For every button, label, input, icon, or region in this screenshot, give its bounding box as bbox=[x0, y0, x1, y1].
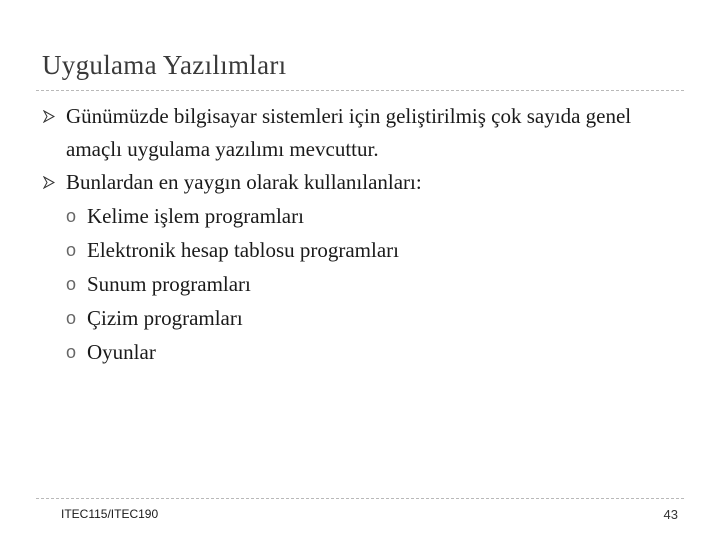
sub-bullet-item bbox=[42, 335, 682, 369]
sub-bullet-text: Çizim programları bbox=[87, 306, 243, 330]
bullet-item bbox=[42, 100, 682, 166]
title-divider bbox=[36, 90, 684, 91]
arrow-bullet-icon bbox=[43, 176, 55, 189]
sub-bullet-item bbox=[42, 199, 682, 233]
circle-bullet-icon: o bbox=[66, 240, 77, 260]
bullet-text: Bunlardan en yaygın olarak kullanılanları: bbox=[66, 170, 422, 194]
circle-bullet-icon: o bbox=[66, 308, 77, 328]
circle-bullet-icon: o bbox=[66, 342, 77, 362]
sub-bullet-item bbox=[42, 267, 682, 301]
footer-course-label: ITEC115/ITEC190 bbox=[61, 507, 159, 521]
sub-bullet-text: Sunum programları bbox=[87, 272, 251, 296]
bullet-item bbox=[42, 166, 682, 199]
footer-divider bbox=[36, 498, 684, 499]
sub-bullet-text: Elektronik hesap tablosu programları bbox=[87, 238, 399, 262]
bullet-text: Günümüzde bilgisayar sistemleri için geliştirilmiş çok sayıda genel amaçlı uygulama yazılımı mevcuttur. bbox=[66, 104, 632, 161]
page-number: 43 bbox=[663, 507, 678, 522]
circle-bullet-icon: o bbox=[66, 206, 77, 226]
sub-bullet-item bbox=[42, 233, 682, 267]
arrow-bullet-icon bbox=[43, 110, 55, 123]
sub-bullet-item bbox=[42, 301, 682, 335]
circle-bullet-icon: o bbox=[66, 274, 77, 294]
sub-bullet-text: Oyunlar bbox=[87, 340, 156, 364]
sub-bullet-text: Kelime işlem programları bbox=[87, 204, 304, 228]
slide-title: Uygulama Yazılımları bbox=[42, 50, 287, 80]
slide-content bbox=[42, 100, 682, 369]
